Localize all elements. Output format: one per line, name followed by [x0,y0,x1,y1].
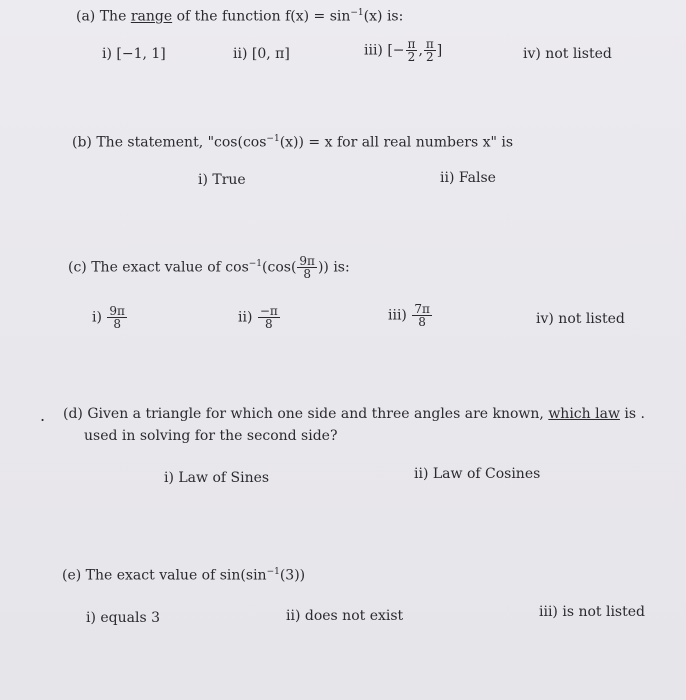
qc-opt1-label: i) [92,309,102,326]
qe-option-2: ii) does not exist [286,608,404,624]
qa-option-1: i) [−1, 1] [102,46,166,62]
question-a-prompt [76,8,403,25]
qc-text-b: (cos( [262,259,297,276]
frac-den: 2 [407,50,416,64]
qa-prefix: (a) The [76,8,131,25]
qa-opt3-frac1 [406,38,418,63]
frac-num: 9π [109,304,125,318]
qa-end: (x) is: [363,8,404,25]
question-d-prompt [63,406,645,423]
qd-prompt-line2: used in solving for the second side? [84,428,338,444]
frac-num: 9π [299,254,315,268]
question-b-prompt [72,134,513,151]
qa-opt3-end: ] [436,42,443,59]
qc-option-1 [92,305,128,330]
qc-opt2-label: ii) [238,309,253,326]
question-e-prompt [62,567,305,584]
qe-text-a: (e) The exact value of sin(sin [62,567,267,584]
qc-opt2-frac [258,305,280,330]
qe-option-3: iii) is not listed [539,604,645,620]
qc-opt3-label: iii) [388,307,407,324]
frac-den: 8 [113,317,121,331]
qc-opt1-frac [107,305,127,330]
qc-opt3-frac [412,303,432,328]
frac-num: 7π [414,302,430,316]
qc-text-c: )) is: [317,259,350,276]
qd-text-b: is . [619,406,645,422]
qa-range-underlined: range [130,8,173,25]
question-c-prompt [68,255,350,280]
qa-option-2: ii) [0, π] [233,46,290,62]
frac-den: 8 [303,267,311,281]
qa-sup: −1 [350,8,364,18]
qc-option-3 [388,303,433,328]
qa-opt3-frac2 [424,38,436,63]
qa-opt3-comma: , [418,42,423,59]
qd-text-a: (d) Given a triangle for which one side and three angles are known, [63,406,549,422]
qe-option-1: i) equals 3 [86,610,161,626]
qe-text-b: (3)) [279,567,306,584]
qd-option-2: ii) Law of Cosines [414,466,541,482]
qa-suffix: of the function f(x) = sin [172,8,351,25]
qb-text-b: (x)) = x for all real numbers x" is [279,134,514,151]
frac-num: π [407,37,416,51]
qd-bullet: . [40,406,46,425]
qa-opt3-label: iii) [− [364,42,405,59]
frac-num: −π [259,304,278,318]
qb-sup: −1 [266,134,280,144]
qb-option-2: ii) False [440,170,496,186]
qa-option-3 [364,38,442,63]
qb-text-a: (b) The statement, "cos(cos [72,134,267,151]
frac-den: 8 [265,317,273,331]
qa-option-4: iv) not listed [523,46,612,62]
qc-option-2 [238,305,281,330]
qd-which-law-underlined: which law [548,406,620,422]
qe-sup: −1 [266,567,280,577]
frac-num: π [425,37,434,51]
qd-option-1: i) Law of Sines [164,470,270,486]
qb-option-1: i) True [198,172,246,188]
qc-text-a: (c) The exact value of cos [68,259,249,276]
qc-sup: −1 [248,258,263,269]
qc-frac [297,255,317,280]
qc-option-4: iv) not listed [536,311,625,327]
frac-den: 8 [418,315,426,329]
frac-den: 2 [426,50,434,64]
